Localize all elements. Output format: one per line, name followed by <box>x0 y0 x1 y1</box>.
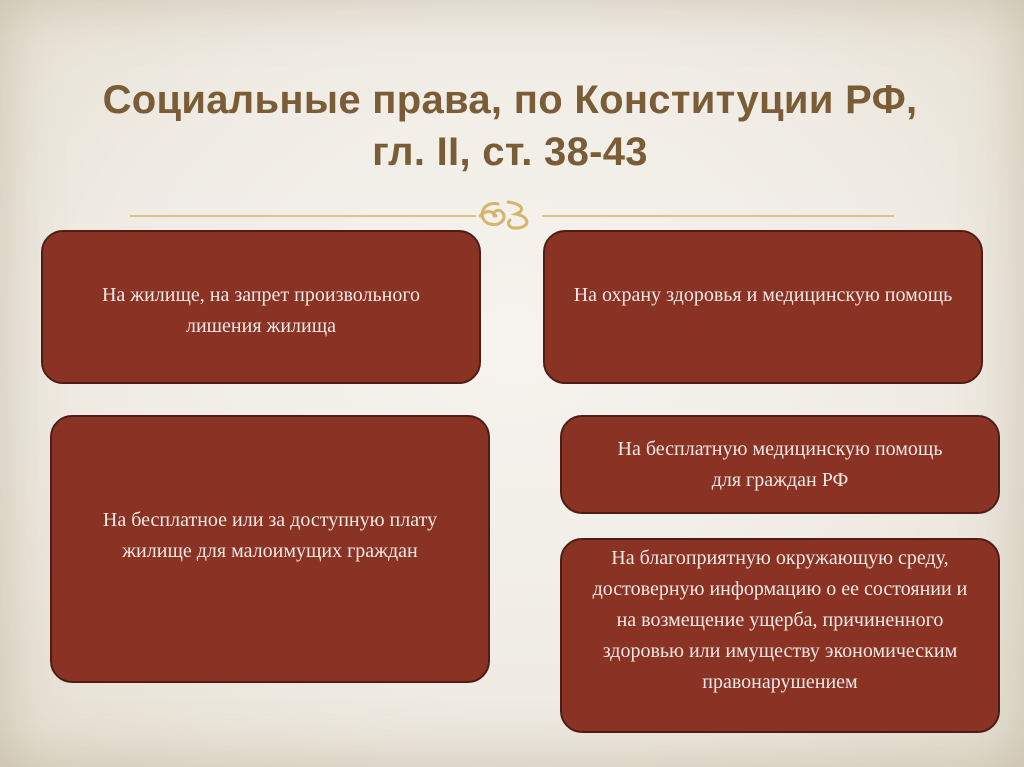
right-card-affordable-housing-text: На бесплатное или за доступную плату жилище для малоимущих граждан <box>102 509 438 562</box>
right-card-housing <box>41 230 481 384</box>
right-card-housing-text: На жилище, на запрет произвольного лишения жилища <box>101 284 421 337</box>
right-card-environment <box>560 538 1000 733</box>
right-card-free-medical-care-text: На бесплатную медицинскую помощь для граждан РФ <box>617 437 943 491</box>
slide-title <box>40 74 980 178</box>
right-card-affordable-housing <box>50 415 490 683</box>
right-card-free-medical-care <box>560 415 1000 514</box>
slide-title-line-1: Социальные права, по Конституции РФ, <box>102 78 918 122</box>
slide-title-line-2: гл. II, ст. 38-43 <box>372 130 648 174</box>
right-card-health-protection <box>543 230 983 384</box>
ornamental-divider <box>130 196 894 232</box>
right-card-environment-text: На благоприятную окружающую среду, достоверную информацию о ее состоянии и на возмещение ущерба, причиненного здоровью или имуществу экономическим правонарушением <box>592 547 968 693</box>
right-card-health-protection-text: На охрану здоровья и медицинскую помощь <box>573 284 953 306</box>
flourish-icon <box>480 202 527 228</box>
